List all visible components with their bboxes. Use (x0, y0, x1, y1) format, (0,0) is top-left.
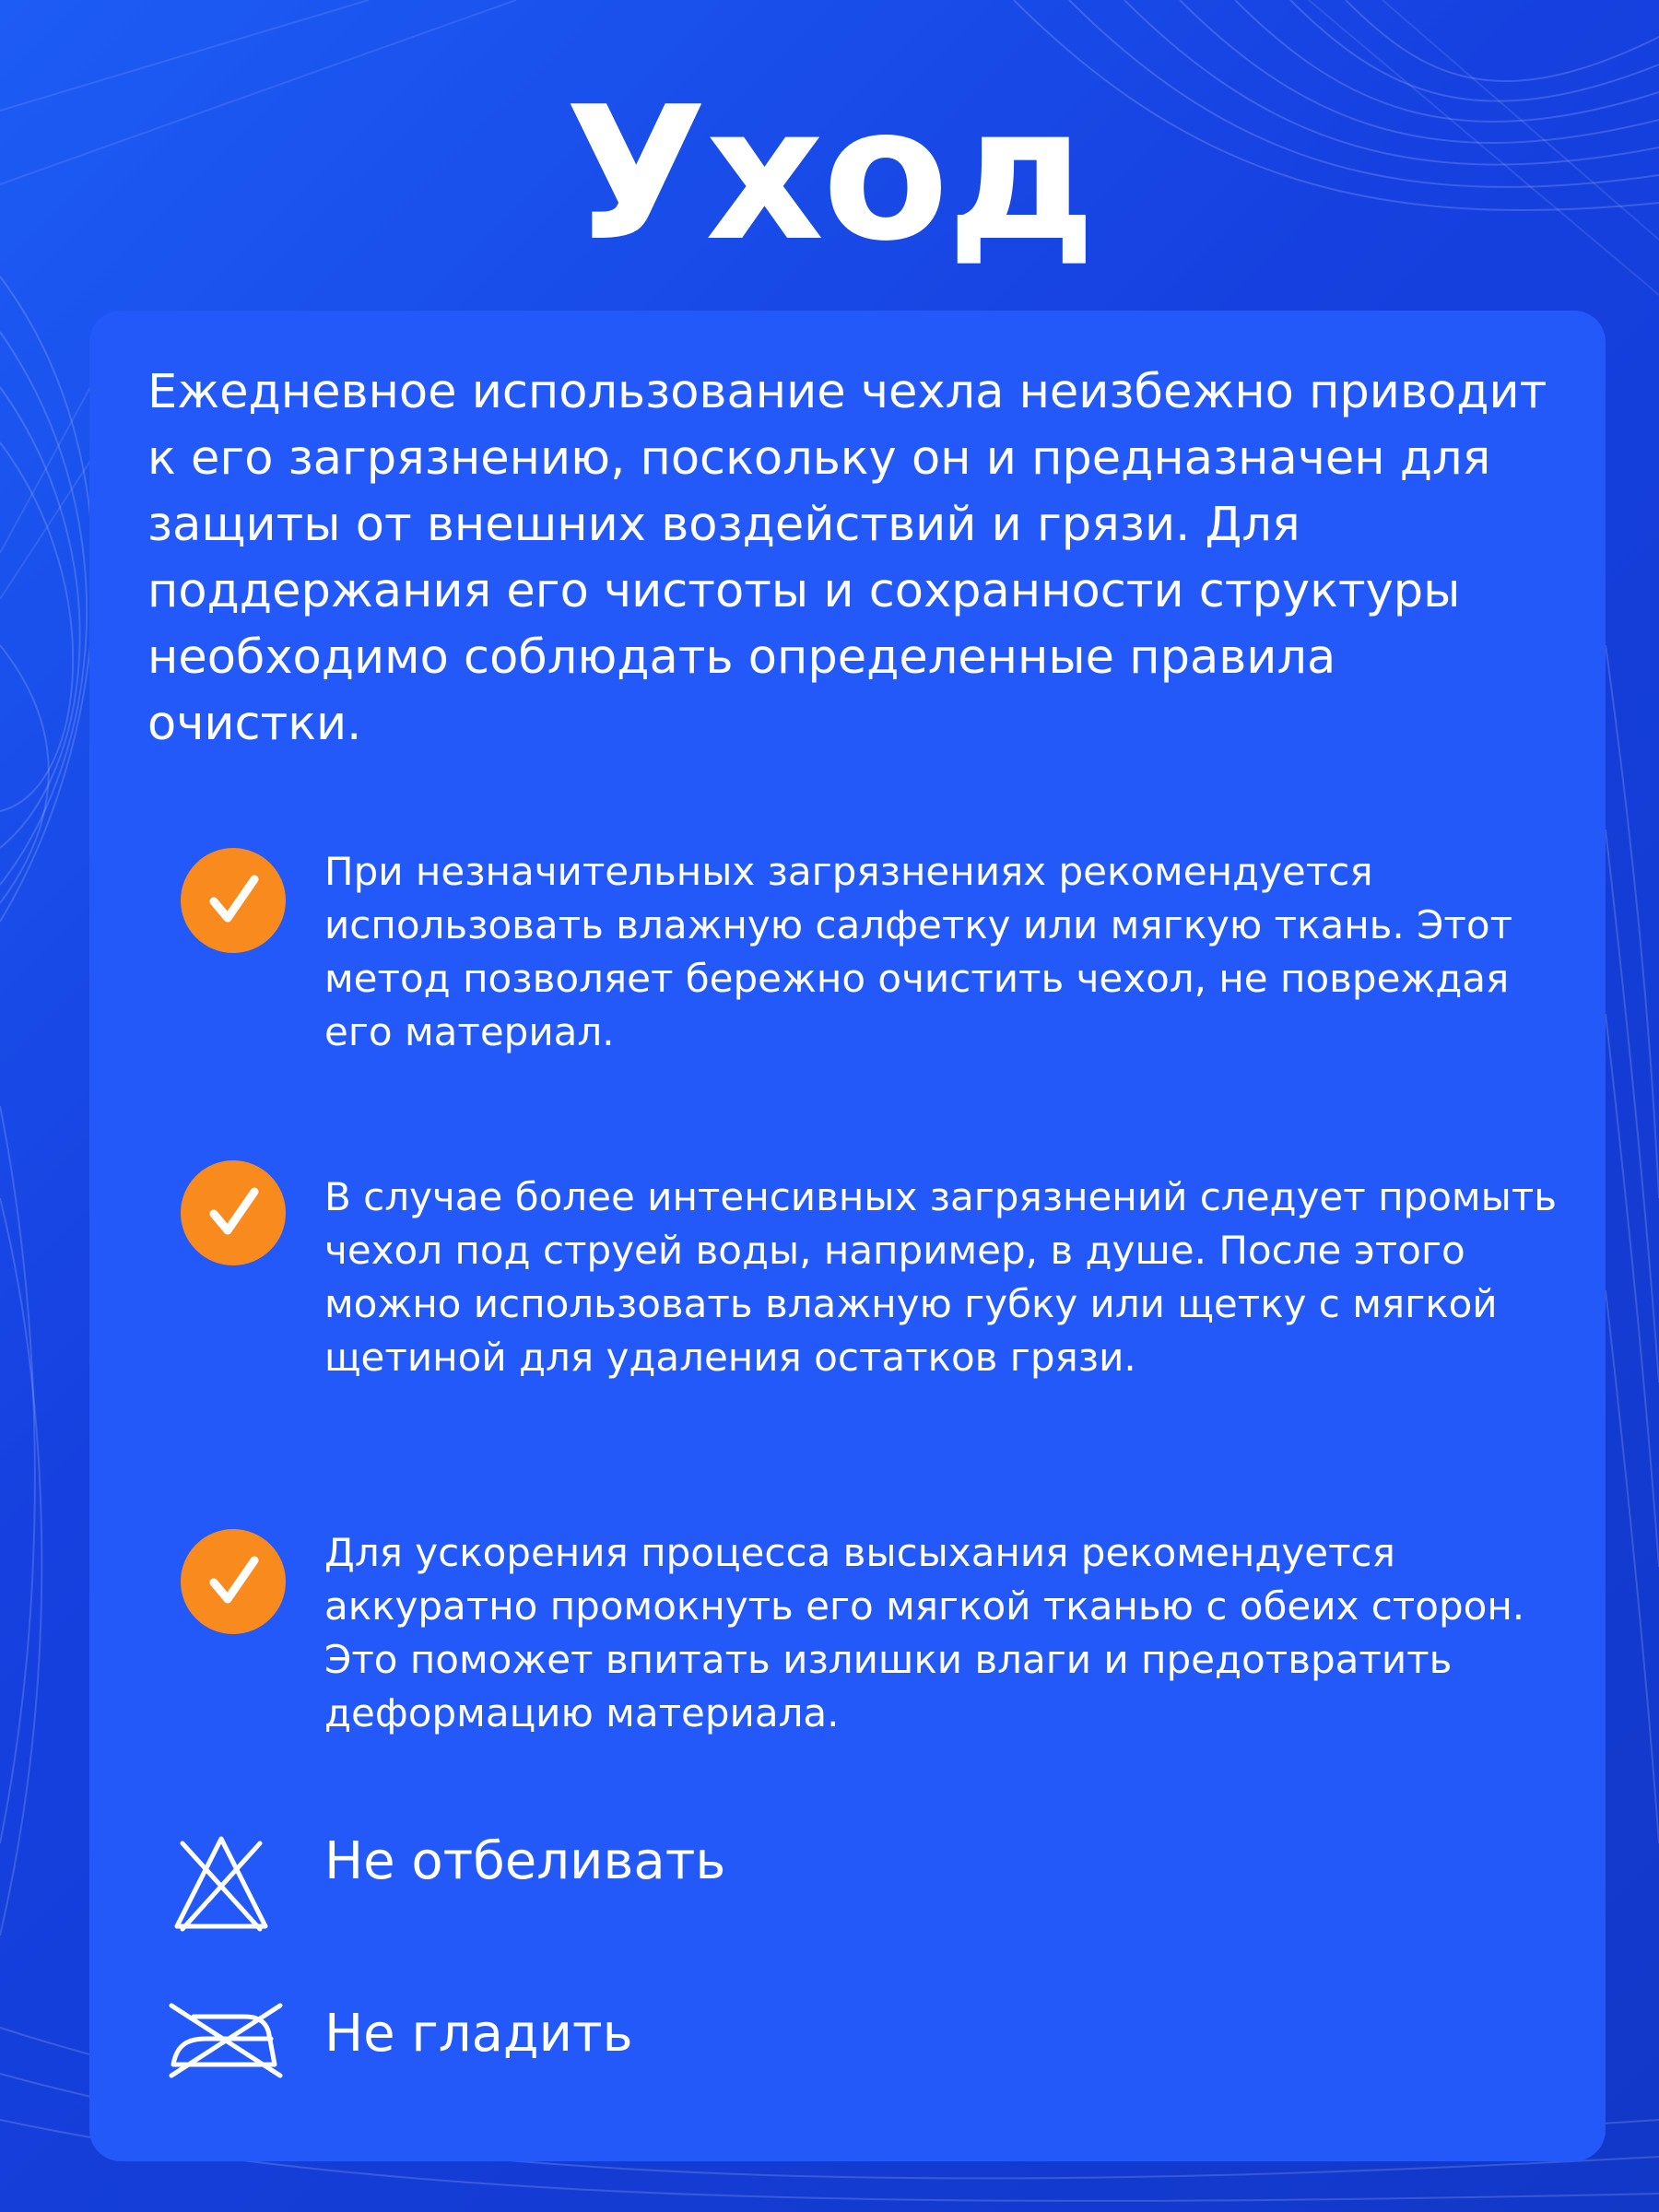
care-item-no-iron (166, 1998, 1456, 2109)
check-icon (181, 848, 286, 953)
care-item-no-bleach (166, 1830, 1456, 1940)
list-item-text: При незначительных загрязнениях рекомендуется использовать влажную салфетку или мягкую ткань. Этот метод позволяет бережно очистить чехол, не повреждая его материал. (324, 849, 1513, 1054)
check-icon (181, 1160, 286, 1265)
check-icon (181, 1529, 286, 1634)
no-iron-icon (166, 1998, 286, 2081)
care-label: Не гладить (324, 2004, 633, 2064)
list-item-text: В случае более интенсивных загрязнений следует промыть чехол под струей воды, например, в душе. После этого можно использовать влажную губку или щетку с мягкой щетиной для удаления остатков грязи. (324, 1174, 1557, 1380)
page-title: Уход (564, 67, 1095, 282)
intro-text: Ежедневное использование чехла неизбежно приводит к его загрязнению, поскольку он и предназначен для защиты от внешних воздействий и грязи. Для поддержания его чистоты и сохранности структуры необходимо соблюдать определенные правила очистки. (147, 365, 1547, 751)
list-item-text: Для ускорения процесса высыхания рекомендуется аккуратно промокнуть его мягкой тканью с обеих сторон. Это поможет впитать излишки влаги и предотвратить деформацию материала. (324, 1530, 1525, 1735)
care-label: Не отбеливать (324, 1831, 726, 1891)
no-bleach-icon (166, 1830, 276, 1940)
